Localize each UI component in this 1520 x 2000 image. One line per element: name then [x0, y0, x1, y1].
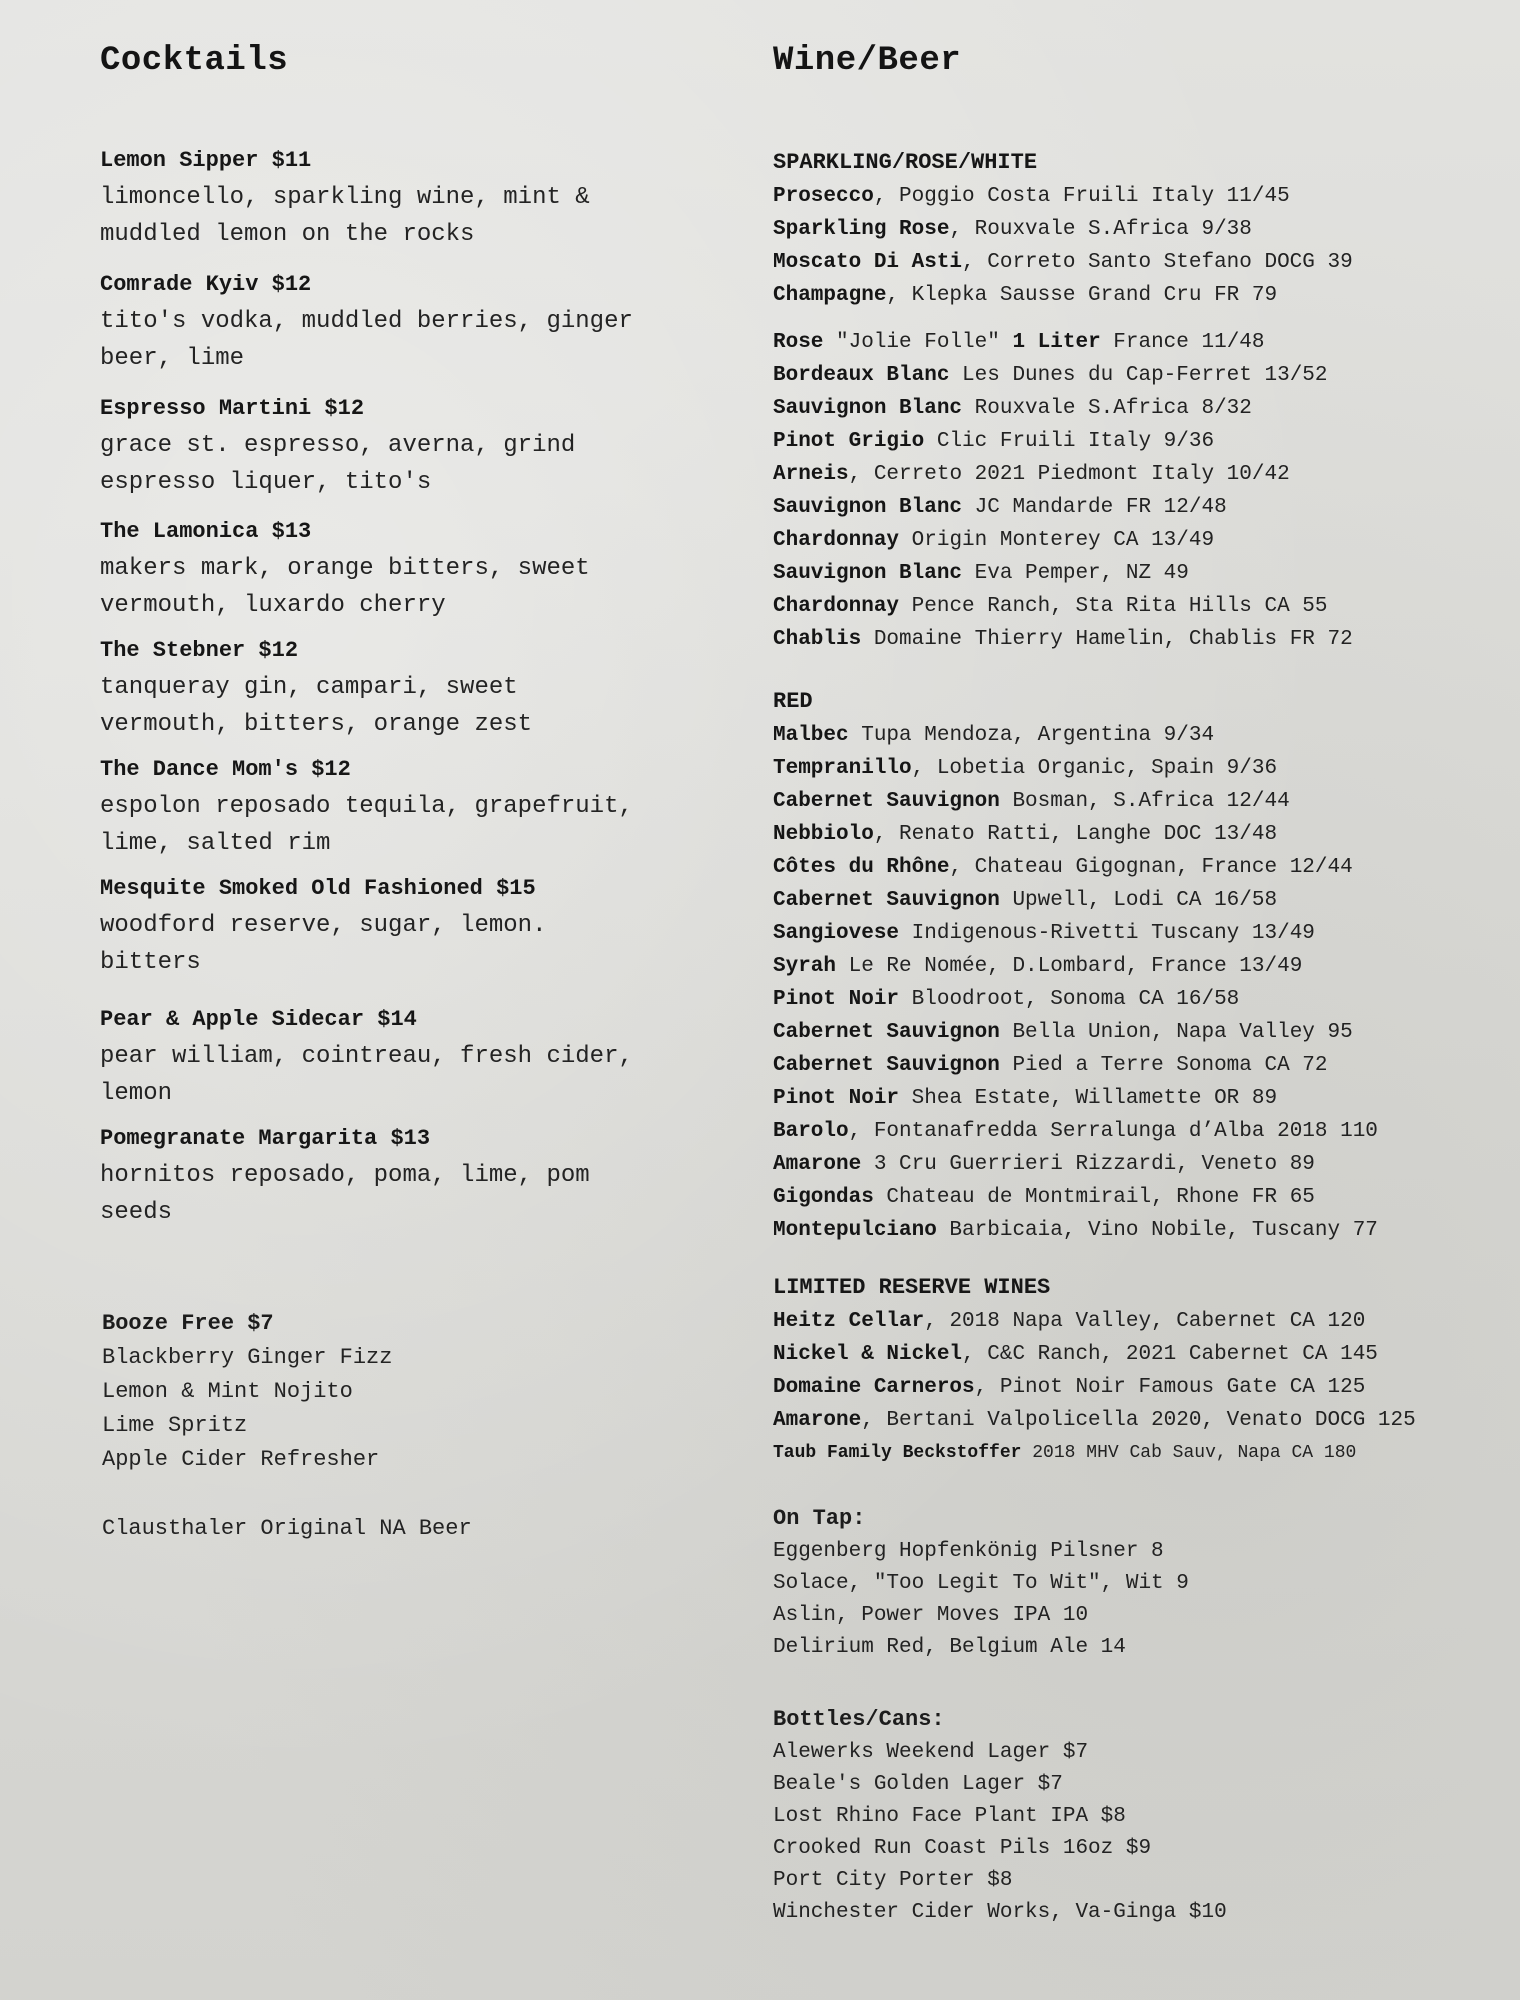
- wine-item: [773, 425, 1493, 458]
- wine-item: [773, 1214, 1493, 1247]
- cocktail-item: [100, 267, 720, 377]
- wine-detail: 3 Cru Guerrieri Rizzardi, Veneto 89: [861, 1153, 1315, 1176]
- wine-detail: Bosman, S.Africa 12/44: [999, 790, 1290, 813]
- wine-name: Chardonnay: [773, 529, 900, 552]
- cocktails-title: Cocktails: [100, 42, 289, 80]
- wine-detail: Le Re Nomée, D.Lombard, France 13/49: [836, 955, 1303, 978]
- cocktail-desc: limoncello, sparkling wine, mint &: [100, 184, 590, 211]
- wine-name: Domaine Carneros: [773, 1376, 975, 1399]
- wine-name: Nebbiolo: [773, 823, 874, 846]
- wine-detail: , Klepka Sausse Grand Cru FR 79: [886, 284, 1278, 307]
- cocktail-name: The Stebner $12: [100, 638, 299, 663]
- wine-name: Arneis: [773, 463, 849, 486]
- wine-name: Champagne: [773, 284, 887, 307]
- wine-detail: Barbicaia, Vino Nobile, Tuscany 77: [936, 1219, 1378, 1242]
- wine-item: [773, 557, 1493, 590]
- wine-detail: Upwell, Lodi CA 16/58: [999, 889, 1278, 912]
- wine-detail: Chateau de Montmirail, Rhone FR 65: [873, 1186, 1315, 1209]
- wine-item: [773, 1148, 1493, 1181]
- wine-item: [773, 1338, 1493, 1371]
- beer-item: Winchester Cider Works, Va-Ginga $10: [773, 1901, 1227, 1924]
- wine-detail: , 2018 Napa Valley, Cabernet CA 120: [924, 1310, 1366, 1333]
- wine-item: [773, 279, 1493, 312]
- wine-detail: Domaine Thierry Hamelin, Chablis FR 72: [861, 628, 1353, 651]
- beer-item: Beale's Golden Lager $7: [773, 1773, 1063, 1796]
- wine-name: Pinot Noir: [773, 988, 900, 1011]
- wine-item: [773, 752, 1493, 785]
- beer-item: Delirium Red, Belgium Ale 14: [773, 1636, 1126, 1659]
- wine-detail: JC Mandarde FR 12/48: [962, 496, 1227, 519]
- cocktail-item: [100, 1002, 720, 1112]
- wine-name: Gigondas: [773, 1186, 874, 1209]
- wine-name: Tempranillo: [773, 757, 912, 780]
- wine-name: Taub Family Beckstoffer: [773, 1443, 1022, 1463]
- wine-name: Rose: [773, 331, 824, 354]
- wine-name: Cabernet Sauvignon: [773, 790, 1000, 813]
- wine-detail: , Correto Santo Stefano DOCG 39: [962, 251, 1353, 274]
- wine-detail: Eva Pemper, NZ 49: [962, 562, 1189, 585]
- na-beer-item: Clausthaler Original NA Beer: [102, 1516, 472, 1541]
- red-section: [773, 685, 1493, 1247]
- wine-detail: France 11/48: [1100, 331, 1265, 354]
- wine-beer-title: Wine/Beer: [773, 42, 962, 80]
- wine-item: [773, 1016, 1493, 1049]
- wine-name: Sangiovese: [773, 922, 900, 945]
- wine-detail: , Bertani Valpolicella 2020, Venato DOCG 125: [861, 1409, 1416, 1432]
- wine-name: Bordeaux Blanc: [773, 364, 950, 387]
- wine-detail: Tupa Mendoza, Argentina 9/34: [848, 724, 1215, 747]
- booze-free-heading: Booze Free $7: [102, 1311, 274, 1336]
- wine-item: [773, 983, 1493, 1016]
- bottles-cans-section: [773, 1703, 1493, 1929]
- wine-detail: 2018 MHV Cab Sauv, Napa CA 180: [1021, 1443, 1357, 1463]
- cocktail-item: [100, 514, 720, 624]
- wine-detail: Clic Fruili Italy 9/36: [924, 430, 1215, 453]
- wine-detail: , Fontanafredda Serralunga d’Alba 2018 110: [848, 1120, 1378, 1143]
- wine-detail: Shea Estate, Willamette OR 89: [899, 1087, 1278, 1110]
- wine-name: Moscato Di Asti: [773, 251, 963, 274]
- booze-free-item: Lime Spritz: [102, 1413, 248, 1438]
- wine-item: [773, 917, 1493, 950]
- wine-item: [773, 359, 1493, 392]
- wine-detail: "Jolie Folle": [823, 331, 1013, 354]
- cocktail-desc: muddled lemon on the rocks: [100, 221, 475, 248]
- wine-detail: , Poggio Costa Fruili Italy 11/45: [873, 185, 1290, 208]
- wine-item: [773, 818, 1493, 851]
- section-heading: LIMITED RESERVE WINES: [773, 1275, 1051, 1300]
- on-tap-heading: On Tap:: [773, 1506, 866, 1531]
- beer-item: Crooked Run Coast Pils 16oz $9: [773, 1837, 1152, 1860]
- wine-item: [773, 1082, 1493, 1115]
- cocktail-name: Comrade Kyiv $12: [100, 272, 312, 297]
- cocktail-item: [100, 143, 720, 253]
- cocktail-item: [100, 391, 720, 501]
- wine-detail: Rouxvale S.Africa 8/32: [962, 397, 1252, 420]
- wine-item: [773, 1305, 1493, 1338]
- sparkling-rose-white-section: [773, 146, 1493, 656]
- wine-detail: Indigenous-Rivetti Tuscany 13/49: [899, 922, 1315, 945]
- cocktail-desc: bitters: [100, 949, 201, 976]
- booze-free-item: Lemon & Mint Nojito: [102, 1379, 353, 1404]
- cocktail-name: The Lamonica $13: [100, 519, 312, 544]
- beer-item: Aslin, Power Moves IPA 10: [773, 1604, 1089, 1627]
- wine-name: Pinot Grigio: [773, 430, 925, 453]
- wine-item: [773, 213, 1493, 246]
- cocktail-desc: lime, salted rim: [100, 830, 331, 857]
- cocktail-desc: beer, lime: [100, 345, 245, 372]
- cocktail-desc: espolon reposado tequila, grapefruit,: [100, 793, 633, 820]
- cocktail-item: [100, 871, 720, 981]
- wine-item: [773, 1371, 1493, 1404]
- wine-item: [773, 491, 1493, 524]
- cocktail-desc: woodford reserve, sugar, lemon.: [100, 912, 547, 939]
- wine-detail: , Renato Ratti, Langhe DOC 13/48: [873, 823, 1278, 846]
- wine-item: [773, 785, 1493, 818]
- wine-name: Amarone: [773, 1153, 862, 1176]
- wine-detail: Pied a Terre Sonoma CA 72: [999, 1054, 1328, 1077]
- wine-item: [773, 524, 1493, 557]
- bottles-cans-heading: Bottles/Cans:: [773, 1707, 945, 1732]
- cocktail-item: [100, 1121, 720, 1231]
- wine-name: Côtes du Rhône: [773, 856, 950, 879]
- wine-item: [773, 458, 1493, 491]
- cocktail-name: Lemon Sipper $11: [100, 148, 312, 173]
- wine-detail: Les Dunes du Cap-Ferret 13/52: [949, 364, 1328, 387]
- wine-detail: Bloodroot, Sonoma CA 16/58: [899, 988, 1240, 1011]
- wine-item: [773, 1115, 1493, 1148]
- on-tap-section: [773, 1502, 1493, 1664]
- limited-reserve-section: [773, 1271, 1493, 1470]
- cocktail-name: The Dance Mom's $12: [100, 757, 351, 782]
- beer-item: Port City Porter $8: [773, 1869, 1013, 1892]
- wine-name: Heitz Cellar: [773, 1310, 925, 1333]
- cocktail-name: Mesquite Smoked Old Fashioned $15: [100, 876, 536, 901]
- wine-item: [773, 719, 1493, 752]
- wine-item: [773, 590, 1493, 623]
- cocktail-desc: vermouth, luxardo cherry: [100, 592, 446, 619]
- cocktail-item: [100, 633, 720, 743]
- cocktail-desc: seeds: [100, 1199, 173, 1226]
- wine-name: Sauvignon Blanc: [773, 397, 963, 420]
- wine-name: Cabernet Sauvignon: [773, 1021, 1000, 1044]
- cocktail-name: Pear & Apple Sidecar $14: [100, 1007, 417, 1032]
- wine-name: Cabernet Sauvignon: [773, 1054, 1000, 1077]
- cocktail-desc: tito's vodka, muddled berries, ginger: [100, 308, 633, 335]
- wine-name: Sauvignon Blanc: [773, 562, 963, 585]
- cocktail-name: Pomegranate Margarita $13: [100, 1126, 431, 1151]
- wine-item: [773, 851, 1493, 884]
- beer-item: Lost Rhino Face Plant IPA $8: [773, 1805, 1126, 1828]
- wine-detail: , Rouxvale S.Africa 9/38: [949, 218, 1252, 241]
- cocktail-desc: tanqueray gin, campari, sweet: [100, 674, 518, 701]
- wine-size: 1 Liter: [1012, 331, 1101, 354]
- cocktail-desc: lemon: [100, 1080, 173, 1107]
- wine-item: [773, 1437, 1493, 1470]
- wine-item: [773, 1049, 1493, 1082]
- wine-detail: , Lobetia Organic, Spain 9/36: [911, 757, 1278, 780]
- beer-item: Alewerks Weekend Lager $7: [773, 1741, 1089, 1764]
- cocktail-item: [100, 752, 720, 862]
- wine-item: [773, 392, 1493, 425]
- wine-detail: Origin Monterey CA 13/49: [899, 529, 1215, 552]
- beer-item: Eggenberg Hopfenkönig Pilsner 8: [773, 1540, 1164, 1563]
- wine-detail: , Cerreto 2021 Piedmont Italy 10/42: [848, 463, 1290, 486]
- wine-item: [773, 884, 1493, 917]
- wine-name: Pinot Noir: [773, 1087, 900, 1110]
- wine-name: Malbec: [773, 724, 849, 747]
- wine-detail: , Chateau Gigognan, France 12/44: [949, 856, 1353, 879]
- booze-free-section: [102, 1307, 702, 1477]
- cocktail-desc: pear william, cointreau, fresh cider,: [100, 1043, 633, 1070]
- wine-name: Amarone: [773, 1409, 862, 1432]
- beer-item: Solace, "Too Legit To Wit", Wit 9: [773, 1572, 1189, 1595]
- wine-item: [773, 1404, 1493, 1437]
- wine-item: [773, 180, 1493, 213]
- wine-detail: Pence Ranch, Sta Rita Hills CA 55: [899, 595, 1328, 618]
- wine-name: Chablis: [773, 628, 862, 651]
- wine-item: [773, 326, 1493, 359]
- cocktail-name: Espresso Martini $12: [100, 396, 365, 421]
- wine-name: Chardonnay: [773, 595, 900, 618]
- wine-name: Cabernet Sauvignon: [773, 889, 1000, 912]
- cocktail-desc: vermouth, bitters, orange zest: [100, 711, 533, 738]
- wine-name: Syrah: [773, 955, 837, 978]
- wine-item: [773, 1181, 1493, 1214]
- wine-item: [773, 246, 1493, 279]
- wine-item: [773, 623, 1493, 656]
- booze-free-item: Apple Cider Refresher: [102, 1447, 380, 1472]
- cocktail-desc: espresso liquer, tito's: [100, 469, 432, 496]
- wine-name: Nickel & Nickel: [773, 1343, 963, 1366]
- wine-name: Montepulciano: [773, 1219, 937, 1242]
- wine-name: Barolo: [773, 1120, 849, 1143]
- wine-name: Sauvignon Blanc: [773, 496, 963, 519]
- cocktail-desc: grace st. espresso, averna, grind: [100, 432, 576, 459]
- wine-detail: , Pinot Noir Famous Gate CA 125: [974, 1376, 1366, 1399]
- cocktail-desc: hornitos reposado, poma, lime, pom: [100, 1162, 590, 1189]
- section-heading: RED: [773, 689, 813, 714]
- booze-free-item: Blackberry Ginger Fizz: [102, 1345, 393, 1370]
- cocktail-desc: makers mark, orange bitters, sweet: [100, 555, 590, 582]
- wine-detail: , C&C Ranch, 2021 Cabernet CA 145: [962, 1343, 1378, 1366]
- wine-detail: Bella Union, Napa Valley 95: [999, 1021, 1353, 1044]
- wine-item: [773, 950, 1493, 983]
- wine-name: Sparkling Rose: [773, 218, 950, 241]
- section-heading: SPARKLING/ROSE/WHITE: [773, 150, 1038, 175]
- wine-name: Prosecco: [773, 185, 874, 208]
